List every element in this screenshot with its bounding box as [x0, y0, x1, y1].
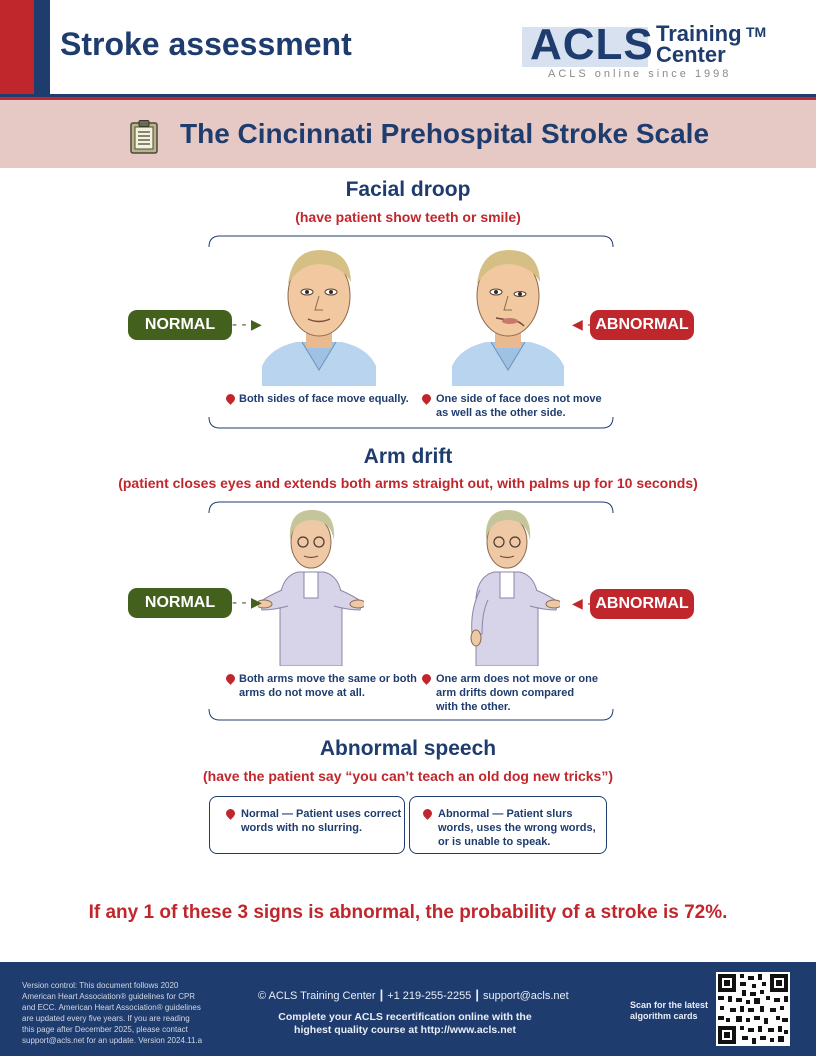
arm-normal-note-2: arms do not move at all. [239, 687, 365, 699]
arm-normal-note-1: Both arms move the same or both [239, 673, 417, 685]
version-line: this page after December 2025, please contact [22, 1025, 188, 1034]
arm-abnormal-note-2: arm drifts down compared [436, 687, 575, 699]
facial-normal-label: NORMAL [128, 310, 232, 340]
logo-tagline: ACLS online since 1998 [548, 68, 732, 80]
speech-abnormal-2: words, uses the wrong words, [438, 822, 596, 834]
speech-instruction: (have the patient say “you can’t teach an old dog new tricks”) [203, 768, 613, 784]
speech-abnormal-1: Abnormal — Patient slurs [438, 808, 573, 820]
version-line: support@acls.net for an update. Version 2024.11.a [22, 1036, 203, 1045]
version-line: Version control: This document follows 2020 [22, 981, 179, 990]
logo-training: Training [656, 21, 742, 46]
arm-abnormal-note-1: One arm does not move or one [436, 673, 598, 685]
cta-line-2[interactable]: highest quality course at http://www.acls.net [294, 1024, 516, 1036]
facial-abnormal-label: ABNORMAL [590, 310, 694, 340]
version-line: American Heart Association® guidelines for CPR [22, 992, 196, 1001]
facial-droop-instruction: (have patient show teeth or smile) [295, 209, 521, 225]
header-blue-bar [34, 0, 50, 96]
arm-abnormal-arrow-icon: ◀ ‑ [572, 596, 593, 612]
banner-title: The Cincinnati Prehospital Stroke Scale [180, 118, 710, 149]
facial-abnormal-arrow-icon: ◀ ‑ [572, 317, 593, 333]
speech-normal-1: Normal — Patient uses correct [241, 808, 402, 820]
arm-normal-label: NORMAL [128, 588, 232, 618]
version-line: and ECC. American Heart Association® guidelines [22, 1003, 201, 1012]
cta-line-1: Complete your ACLS recertification online with the [278, 1011, 532, 1023]
facial-droop-title: Facial droop [345, 178, 471, 201]
speech-title: Abnormal speech [319, 737, 497, 760]
facial-normal-arrow-icon: ‑ ‑ ▶ [232, 317, 262, 333]
arm-abnormal-label: ABNORMAL [590, 589, 694, 619]
phone-link[interactable]: +1 219-255-2255 [387, 990, 472, 1002]
version-line: are updated every five years. If you are reading [22, 1014, 190, 1023]
scan-line-2: algorithm cards [630, 1011, 698, 1021]
footer-contact: © ACLS Training Center | +1 219-255-2255 | support@acls.net [258, 987, 569, 1002]
normal-arms-illustration [258, 506, 364, 666]
facial-normal-note: Both sides of face move equally. [239, 393, 409, 405]
clipboard-icon [130, 120, 158, 154]
arm-drift-title: Arm drift [363, 445, 453, 468]
facial-abnormal-note-1: One side of face does not move [436, 393, 602, 405]
qr-code-icon[interactable] [716, 972, 790, 1046]
abnormal-arms-illustration [454, 506, 560, 666]
logo-trademark: TM [746, 24, 767, 40]
normal-face-illustration [262, 244, 376, 386]
abnormal-face-illustration [452, 244, 564, 386]
version-control-text [22, 980, 240, 1046]
logo-center: Center [656, 42, 726, 67]
conclusion-statement: If any 1 of these 3 signs is abnormal, the probability of a stroke is 72%. [88, 902, 728, 923]
copyright: © ACLS Training Center [258, 990, 376, 1002]
header-red-bar [0, 0, 34, 96]
arm-drift-instruction: (patient closes eyes and extends both arms straight out, with palms up for 10 seconds) [118, 475, 698, 491]
logo-acls: ACLS [530, 20, 654, 69]
speech-abnormal-3: or is unable to speak. [438, 836, 551, 848]
speech-normal-2: words with no slurring. [241, 822, 362, 834]
scan-text [630, 1000, 714, 1022]
arm-abnormal-note-3: with the other. [436, 701, 511, 713]
scan-line-1: Scan for the latest [630, 1000, 709, 1010]
page-title: Stroke assessment [60, 26, 352, 62]
arm-normal-arrow-icon: ‑ ‑ ▶ [232, 595, 262, 611]
email-link[interactable]: support@acls.net [482, 990, 569, 1002]
facial-abnormal-note-2: as well as the other side. [436, 407, 566, 419]
footer-cta [266, 1011, 544, 1037]
